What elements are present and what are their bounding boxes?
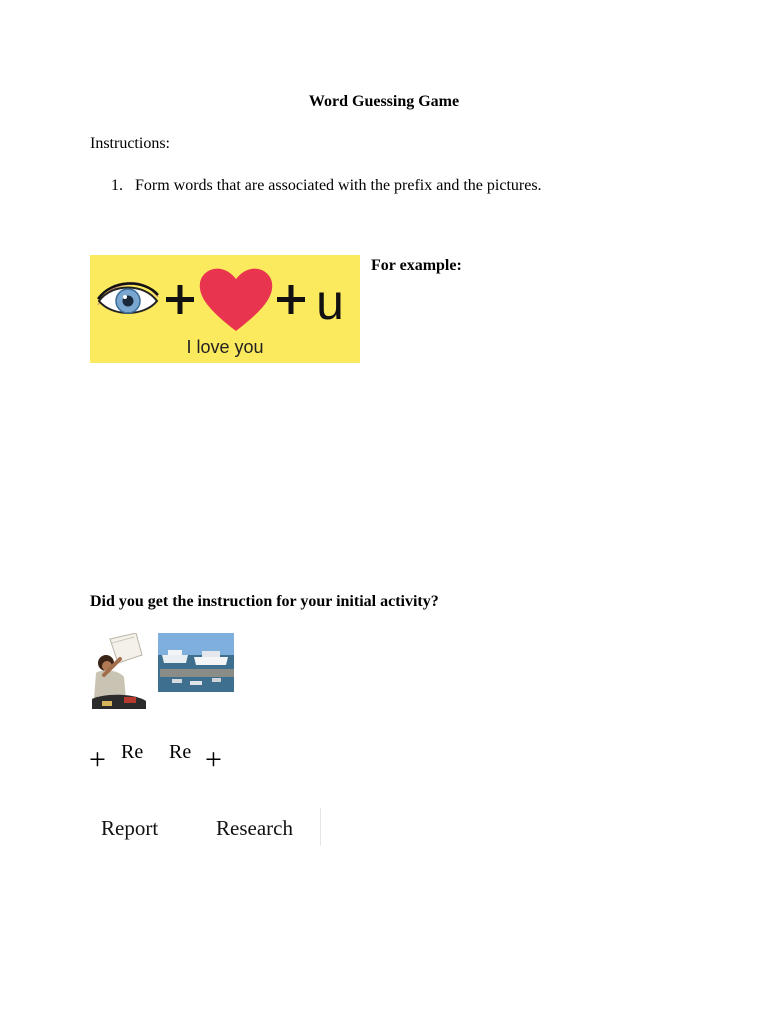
eye-icon <box>98 282 158 313</box>
document-title: Word Guessing Game <box>308 93 460 110</box>
puzzle-caption: I love you <box>186 337 264 357</box>
divider <box>320 808 321 846</box>
person-reading-image <box>90 633 148 711</box>
heart-icon <box>200 269 272 331</box>
example-label: For example: <box>371 257 462 274</box>
ships-at-port-image <box>158 633 234 692</box>
answer-word-research: Research <box>216 816 293 840</box>
plus-sign-1 <box>166 285 194 314</box>
puzzle-suffix-letter: u <box>316 274 344 330</box>
plus-sign-left: + <box>89 743 106 776</box>
instructions-heading: Instructions: <box>90 135 170 152</box>
answer-word-report: Report <box>101 816 159 840</box>
instruction-item <box>111 177 542 195</box>
plus-sign-2 <box>277 285 305 314</box>
instruction-number: 1. <box>111 177 123 194</box>
prefix-re-2: Re <box>169 741 192 763</box>
instruction-text: Form words that are associated with the prefix and the pictures. <box>135 177 542 194</box>
plus-sign-right: + <box>205 743 222 776</box>
activity-question: Did you get the instruction for your initial activity? <box>90 593 439 610</box>
example-puzzle-image <box>90 255 360 363</box>
prefix-re-1: Re <box>121 741 144 763</box>
